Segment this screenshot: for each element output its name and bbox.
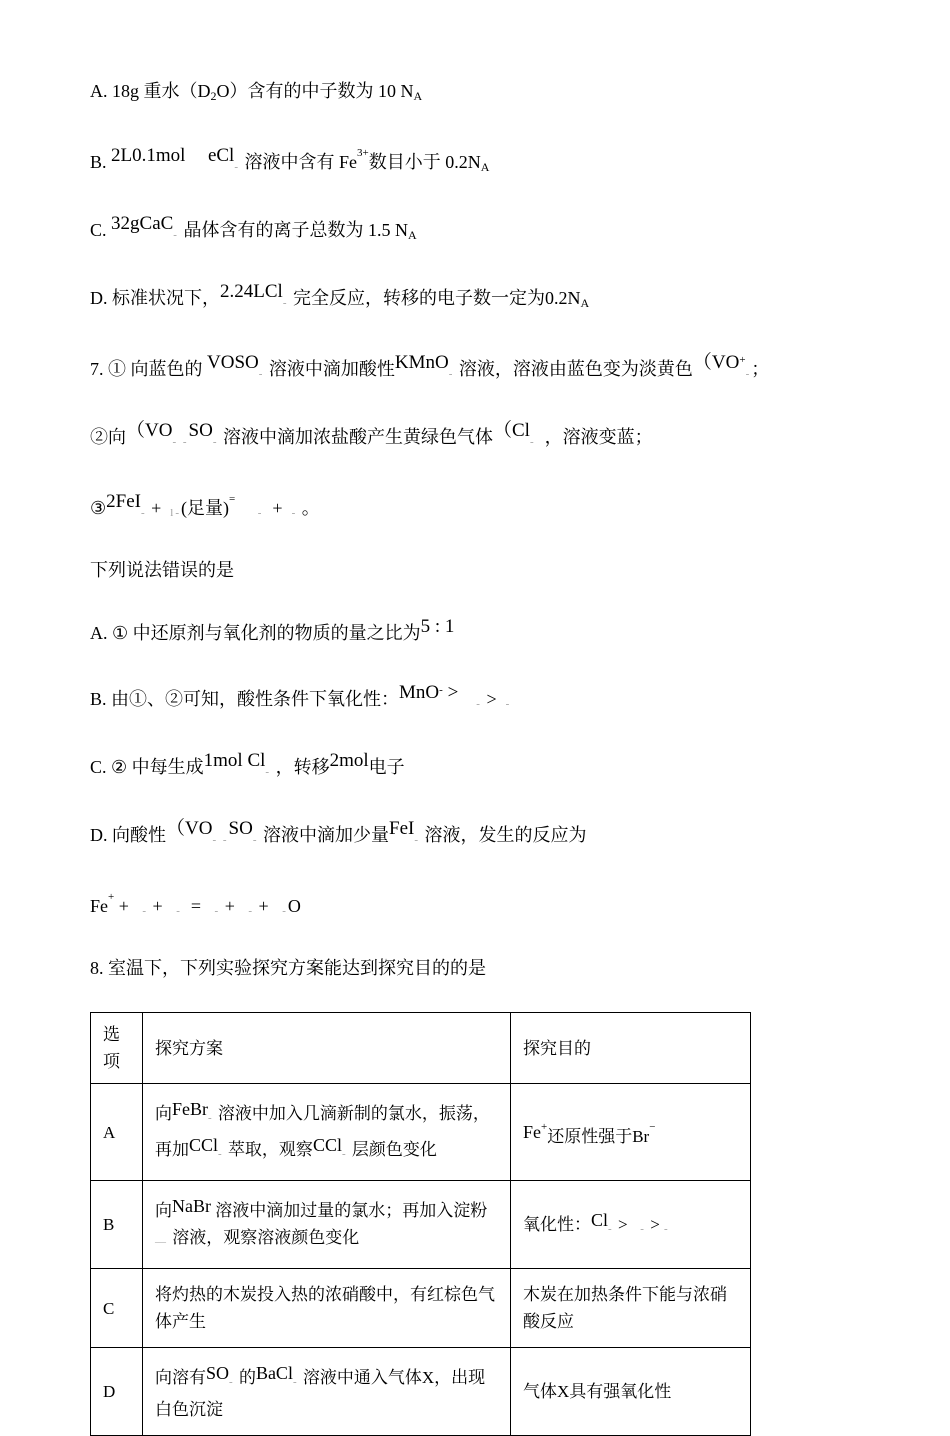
text-segment: O (287, 896, 301, 916)
text-segment: 木炭在加热条件下能与浓硝酸反应 (523, 1285, 727, 1331)
q7-statement-3 (90, 486, 890, 526)
table-cell-label-d: D (91, 1348, 143, 1436)
text-segment: > (481, 689, 506, 709)
text-segment: + (146, 498, 171, 518)
text-segment: l (170, 507, 176, 519)
text-segment: A. 18g 重水（D (90, 81, 211, 101)
text-segment: - (176, 905, 182, 917)
q7-stem: 下列说法错误的是 (90, 560, 234, 580)
text-segment: FeI (389, 818, 415, 839)
experiment-table (90, 1012, 751, 1436)
table-cell-purpose-a (511, 1084, 751, 1181)
text-segment: 溶液中滴加少量 (258, 825, 389, 845)
text-segment: KMnO (394, 352, 449, 373)
text-segment: - (212, 436, 219, 448)
text-segment: - (341, 1148, 348, 1160)
text-segment: - (218, 1148, 224, 1160)
text-segment: - (291, 507, 298, 519)
text-segment: - (258, 368, 265, 380)
text-segment: 2FeI (106, 491, 141, 512)
text-segment: - (214, 905, 221, 917)
text-segment: 溶液中通入气体X，出现白色沉淀 (155, 1368, 486, 1419)
text-segment: C. ② 中每生成 (90, 757, 204, 777)
table-header-row (91, 1013, 751, 1084)
text-segment: 向溶有 (155, 1368, 206, 1387)
text-segment (185, 152, 208, 172)
text-segment: - (476, 698, 482, 710)
text-segment: 溶液中加入几滴新制的氯水，振荡，再加 (155, 1104, 490, 1159)
text-segment: 溶液，溶液由蓝色变为淡黄色 (454, 359, 693, 379)
text-segment: 完全反应，转移的电子数一定为0.2N (288, 288, 581, 308)
q7-option-a (90, 614, 890, 646)
text-segment: - (142, 905, 149, 917)
text-segment: ②向 (90, 427, 126, 447)
text-segment: - (257, 507, 264, 519)
table-cell-plan-a (143, 1084, 511, 1181)
q6-option-d (90, 279, 890, 316)
text-segment: - (265, 766, 272, 778)
text-segment: (足量) (181, 498, 230, 518)
table-cell-label-b: B (91, 1181, 143, 1269)
text-segment: 7. ① 向蓝色的 (90, 359, 207, 379)
text-segment: - (208, 1112, 214, 1124)
text-segment: BaCl (255, 1363, 293, 1383)
text-segment: NaBr (172, 1196, 211, 1216)
text-segment: + (739, 354, 746, 366)
text-segment: D. 标准状况下， (90, 288, 220, 308)
text-segment: 氧化性： (523, 1214, 591, 1234)
text-segment: + (263, 498, 292, 518)
text-segment: 溶液，发生的反应为 (420, 825, 587, 845)
text-segment: - (529, 436, 536, 448)
text-segment: - (745, 368, 752, 380)
text-segment: SO (188, 420, 213, 441)
text-segment: — (155, 1236, 168, 1248)
text-segment: （Cl (493, 420, 530, 441)
text-segment: 2.24LCl (220, 281, 283, 302)
text-segment (235, 498, 258, 518)
text-segment (458, 689, 476, 709)
text-segment: 溶液中含有 Fe (240, 152, 357, 172)
table-row-a (91, 1084, 751, 1181)
text-segment: 32gCaC (111, 213, 174, 234)
q7-option-c (90, 748, 890, 785)
text-segment: - (229, 1376, 235, 1388)
text-segment: - (505, 698, 512, 710)
q6-option-c (90, 211, 890, 248)
text-segment: + (148, 896, 177, 916)
text-segment: FeBr (172, 1099, 208, 1119)
q6-option-a (90, 78, 890, 109)
text-segment: - - (172, 436, 189, 448)
text-segment: - (248, 905, 255, 917)
text-segment: VOSO (207, 352, 259, 373)
text-segment: 将灼热的木炭投入热的浓硝酸中，有红棕色气体产生 (155, 1285, 495, 1331)
text-segment: eCl (207, 145, 235, 166)
table-row-c (91, 1269, 751, 1348)
text-segment: > (645, 1214, 665, 1234)
text-segment: ③ (90, 498, 107, 518)
text-segment: 层颜色变化 (347, 1140, 437, 1159)
text-segment: D. 向酸性 (90, 825, 166, 845)
text-segment: + (220, 896, 249, 916)
q7-statement-1 (90, 347, 890, 387)
text-segment: A (580, 296, 590, 310)
text-segment: A (413, 89, 423, 103)
text-segment: 气体X具有强氧化性 (523, 1382, 672, 1401)
text-segment: - (439, 684, 443, 696)
text-segment: B. (90, 152, 112, 172)
text-segment: 还原性强于Br (547, 1127, 650, 1146)
text-segment: 向 (155, 1201, 172, 1220)
text-segment: 2mol (329, 750, 369, 771)
text-segment: ，溶液变蓝； (535, 427, 653, 447)
text-segment: C. (90, 220, 112, 240)
table-cell-purpose-c (511, 1269, 751, 1348)
table-cell-plan-d (143, 1348, 511, 1436)
text-segment: - - (212, 834, 229, 846)
text-segment: + (541, 1121, 548, 1133)
text-segment: Fe (90, 896, 108, 916)
text-segment: 溶液，观察溶液颜色变化 (168, 1228, 360, 1247)
text-segment: 2L0.1mol (111, 145, 186, 166)
text-segment: （VO (166, 818, 213, 839)
q7-option-b (90, 677, 890, 717)
text-segment: − (649, 1121, 656, 1133)
text-segment: 2 (210, 89, 217, 103)
q6-option-b (90, 140, 890, 180)
text-segment: 晶体含有的离子总数为 1.5 N (178, 220, 408, 240)
text-segment: - (173, 229, 179, 241)
text-segment: - (664, 1222, 670, 1235)
text-segment: 萃取，观察 (223, 1140, 313, 1159)
q7-statement-2 (90, 418, 890, 455)
text-segment: - (252, 834, 259, 846)
text-segment: （VO (692, 352, 740, 373)
text-segment: - (608, 1222, 614, 1235)
text-segment: - (234, 161, 240, 173)
text-segment: （VO (126, 420, 173, 441)
text-segment: CCl (312, 1135, 342, 1155)
table-header-plan: 探究方案 (143, 1013, 511, 1084)
table-cell-label-c: C (91, 1269, 143, 1348)
q7-equation (90, 884, 890, 924)
text-segment: + (114, 896, 143, 916)
table-cell-plan-b (143, 1181, 511, 1269)
text-segment: A. ① 中还原剂与氧化剂的物质的量之比为 (90, 623, 421, 643)
text-segment: SO (206, 1363, 230, 1383)
text-segment: - (292, 1376, 299, 1388)
text-segment: = (229, 493, 236, 505)
table-header-option: 选项 (91, 1013, 143, 1084)
text-segment: - (140, 507, 147, 519)
text-segment: - (448, 368, 455, 380)
text-segment: A (480, 160, 490, 174)
text-segment: - (282, 297, 289, 309)
text-segment: + (254, 896, 283, 916)
text-segment: Cl (591, 1209, 609, 1230)
table-cell-label-a: A (91, 1084, 143, 1181)
text-segment: > (442, 682, 459, 703)
text-segment: B. 由①、②可知，酸性条件下氧化性： (90, 689, 400, 709)
table-cell-purpose-b (511, 1181, 751, 1269)
table-header-purpose: 探究目的 (511, 1013, 751, 1084)
text-segment: 5 : 1 (420, 616, 455, 637)
text-segment: ； (751, 359, 770, 379)
text-segment: MnO (399, 682, 440, 703)
text-segment: - (175, 507, 182, 519)
text-segment: ，转移 (271, 757, 330, 777)
text-segment: 溶液中滴加过量的氯水；再加入淀粉 (211, 1201, 488, 1220)
table-cell-plan-c (143, 1269, 511, 1348)
text-segment: 溶液中滴加酸性 (264, 359, 395, 379)
text-segment: SO (228, 818, 253, 839)
text-segment: CCl (189, 1135, 219, 1155)
text-segment: + (108, 891, 115, 903)
q8-title: 8. 室温下，下列实验探究方案能达到探究目的的是 (90, 958, 486, 978)
text-segment: > (613, 1214, 641, 1234)
table-row-b (91, 1181, 751, 1269)
text-segment: 3+ (357, 147, 369, 159)
q7-option-d (90, 816, 890, 853)
text-segment: O）含有的中子数为 10 N (216, 81, 414, 101)
text-segment: - (414, 834, 420, 846)
text-segment: 1mol Cl (203, 750, 266, 771)
text-segment: 溶液中滴加浓盐酸产生黄绿色气体 (218, 427, 493, 447)
text-segment: = (181, 896, 215, 916)
text-segment: 。 (297, 498, 320, 518)
table-cell-purpose-d (511, 1348, 751, 1436)
table-row-d (91, 1348, 751, 1436)
text-segment: A (407, 228, 417, 242)
text-segment: - (282, 905, 288, 917)
text-segment: 电子 (368, 757, 405, 777)
text-segment: - (640, 1222, 646, 1235)
text-segment: 数目小于 0.2N (368, 152, 481, 172)
text-segment: 的 (234, 1368, 256, 1387)
text-segment: 向 (155, 1104, 172, 1123)
text-segment: Fe (523, 1122, 541, 1142)
